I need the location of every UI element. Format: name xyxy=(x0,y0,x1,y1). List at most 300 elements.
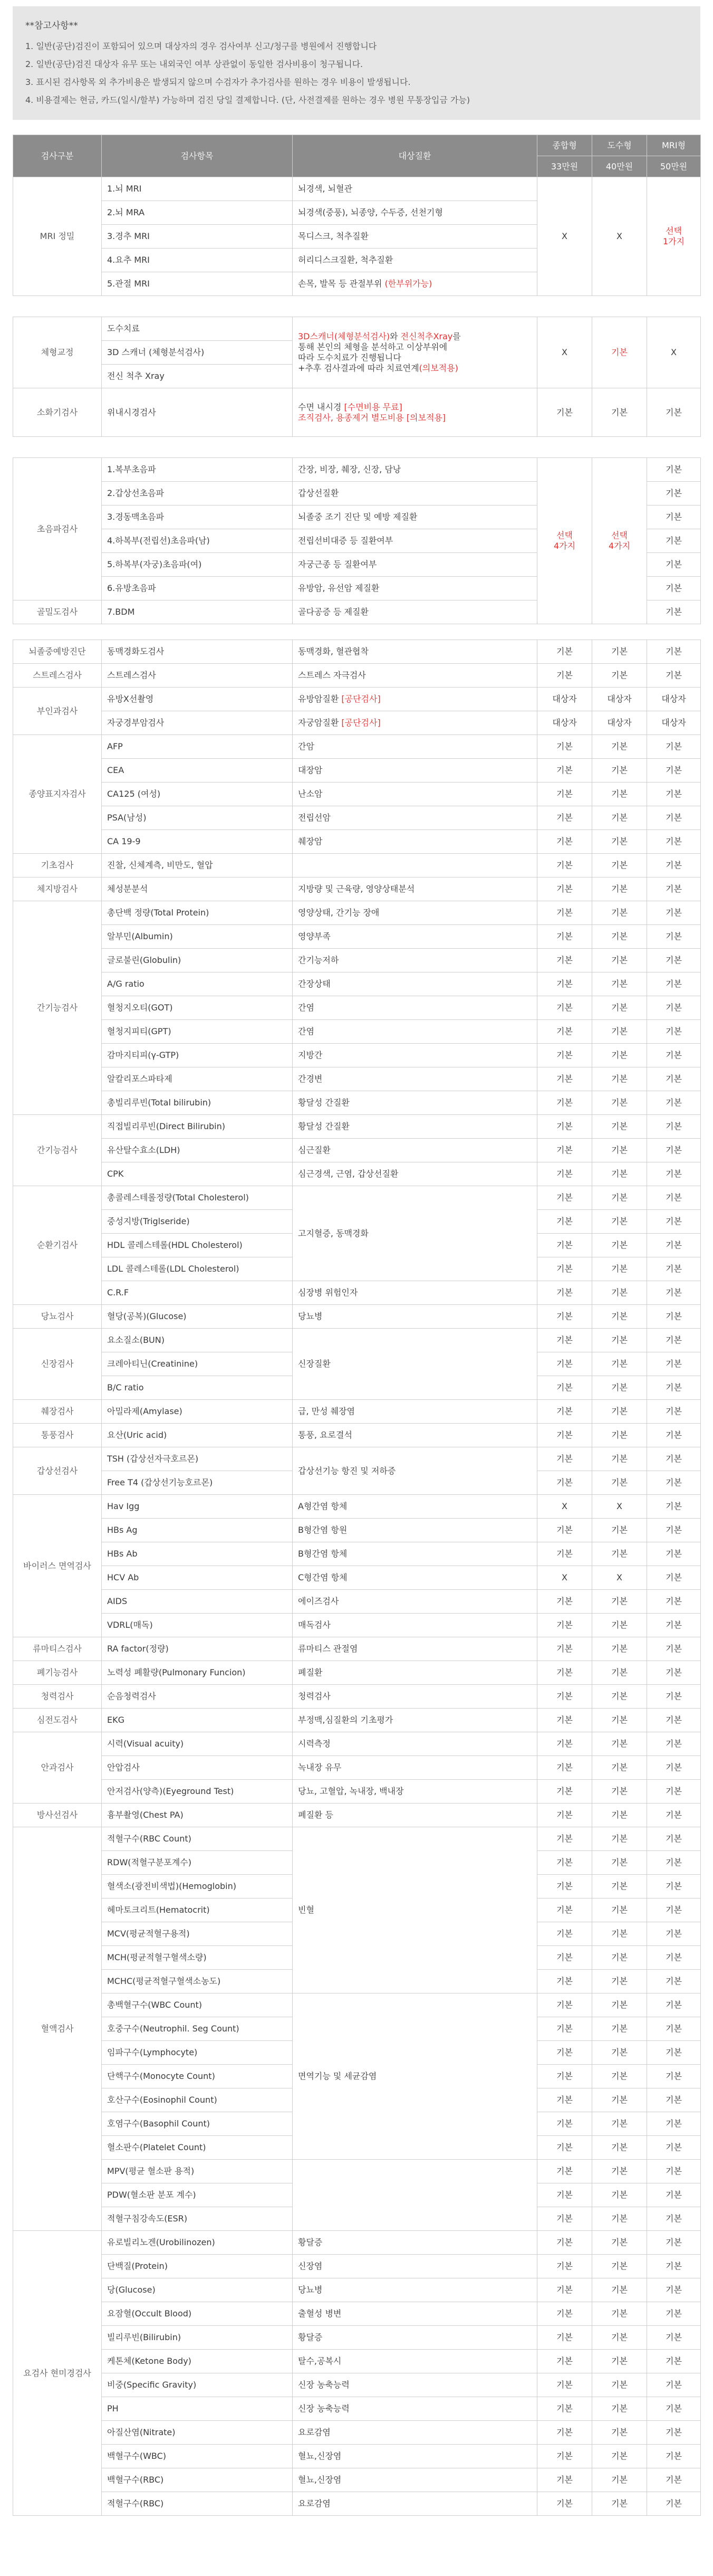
value-cell: 기본 xyxy=(592,1447,647,1471)
disease-cell xyxy=(293,1732,537,1756)
value-cell: 기본 xyxy=(537,2373,592,2397)
item-cell: 단핵구수(Monocyte Count) xyxy=(102,2065,293,2088)
value-cell: 기본 xyxy=(537,1044,592,1067)
value-cell: 기본 xyxy=(537,1590,592,1614)
item-cell: 총빌리루빈(Total bilirubin) xyxy=(102,1091,293,1115)
table-row xyxy=(13,1447,701,1471)
disease-cell xyxy=(293,2468,537,2492)
value-cell: 기본 xyxy=(647,1186,701,1210)
value-cell: 기본 xyxy=(592,1709,647,1732)
disease-cell xyxy=(293,2278,537,2302)
table-row xyxy=(13,1827,701,1851)
value-cell: 기본 xyxy=(592,1067,647,1091)
value-cell: 기본 xyxy=(537,1281,592,1305)
value-cell: 기본 xyxy=(592,2183,647,2207)
value-cell: 기본 xyxy=(647,2160,701,2183)
disease-cell xyxy=(293,2302,537,2326)
value-cell: 기본 xyxy=(537,972,592,996)
value-cell: 기본 xyxy=(647,1329,701,1352)
item-cell: 단백질(Protein) xyxy=(102,2255,293,2278)
item-cell: MCH(평균적혈구혈색소량) xyxy=(102,1946,293,1970)
disease-cell: 뇌경색(중풍), 뇌종양, 수두증, 선천기형 xyxy=(293,201,537,225)
value-cell: 기본 xyxy=(647,972,701,996)
value-cell: 기본 xyxy=(537,1946,592,1970)
category-cell: 당뇨검사 xyxy=(13,1305,102,1329)
value-cell: 기본 xyxy=(647,2041,701,2065)
item-cell: AFP xyxy=(102,735,293,759)
item-cell: 7.BDM xyxy=(102,600,293,624)
value-cell: 기본 xyxy=(537,1162,592,1186)
table-row xyxy=(13,1637,701,1661)
value-cell: 기본 xyxy=(592,664,647,688)
disease-cell xyxy=(293,1139,537,1162)
value-cell: 기본 xyxy=(647,2373,701,2397)
disease-cell: 뇌경색, 뇌혈관 xyxy=(293,177,537,201)
value-cell: 기본 xyxy=(647,901,701,925)
item-cell: LDL 콜레스테롤(LDL Cholesterol) xyxy=(102,1257,293,1281)
disease-text: 지방량 및 근육량, 영양상태분석 xyxy=(298,884,415,894)
category-cell: 갑상선검사 xyxy=(13,1447,102,1495)
value-cell: 기본 xyxy=(537,735,592,759)
table-row xyxy=(13,1424,701,1447)
value-cell: 기본 xyxy=(537,996,592,1020)
disease-note: [공단검사] xyxy=(341,718,381,728)
desc-text: 따라 도수치료가 진행됩니다 xyxy=(298,352,401,362)
item-cell: 비중(Specific Gravity) xyxy=(102,2373,293,2397)
item-cell: PDW(혈소판 분포 계수) xyxy=(102,2183,293,2207)
category-cell: 간기능검사 xyxy=(13,901,102,1115)
value-cell: 기본 xyxy=(647,640,701,664)
value-cell: 기본 xyxy=(647,1305,701,1329)
table-row xyxy=(13,901,701,925)
item-cell: PH xyxy=(102,2397,293,2421)
value-cell: 기본 xyxy=(537,1685,592,1709)
disease-text: 황달성 간질환 xyxy=(298,1098,350,1108)
value-cell: 기본 xyxy=(647,2421,701,2445)
value-cell: 기본 xyxy=(592,1020,647,1044)
table-row xyxy=(13,1305,701,1329)
value-cell: 기본 xyxy=(537,1827,592,1851)
value-cell: 기본 xyxy=(592,2278,647,2302)
disease-text: 혈뇨,신장염 xyxy=(298,2475,342,2485)
category-cell: 스트레스검사 xyxy=(13,664,102,688)
value-cell: 기본 xyxy=(537,1329,592,1352)
value-cell: 기본 xyxy=(537,1067,592,1091)
value-cell: 기본 xyxy=(592,2492,647,2516)
value-cell: 기본 xyxy=(592,1875,647,1898)
disease-cell xyxy=(293,806,537,830)
table-row xyxy=(13,759,701,783)
category-cell: 방사선검사 xyxy=(13,1804,102,1827)
table-row xyxy=(13,2373,701,2397)
value-cell: 기본 xyxy=(592,388,647,437)
value-cell: 기본 xyxy=(592,2302,647,2326)
value-cell: 기본 xyxy=(592,1424,647,1447)
disease-text: 간염 xyxy=(298,1003,314,1013)
item-cell: 위내시경검사 xyxy=(102,388,293,437)
value-cell: 기본 xyxy=(647,1424,701,1447)
disease-text: 췌장암 xyxy=(298,836,323,846)
table-row xyxy=(13,2421,701,2445)
category-cell: 부인과검사 xyxy=(13,688,102,735)
disease-text: 신장염 xyxy=(298,2261,323,2271)
disease-text: 갑상선기능 항진 및 저하증 xyxy=(298,1465,396,1476)
item-cell: 유산탈수효소(LDH) xyxy=(102,1139,293,1162)
item-cell: RDW(적혈구분포계수) xyxy=(102,1851,293,1875)
value-cell: 기본 xyxy=(537,1732,592,1756)
disease-text: 영양상태, 간기능 장애 xyxy=(298,908,380,918)
value-cell: 기본 xyxy=(592,1590,647,1614)
value-cell: 기본 xyxy=(647,1590,701,1614)
value-cell: 기본 xyxy=(537,1661,592,1685)
value-cell: 기본 xyxy=(647,1400,701,1424)
item-cell: 흉부촬영(Chest PA) xyxy=(102,1804,293,1827)
value-cell: 기본 xyxy=(647,2397,701,2421)
disease-cell xyxy=(293,2350,537,2373)
value-cell: 기본 xyxy=(537,2160,592,2183)
value-cell: 기본 xyxy=(592,1637,647,1661)
value-cell: 기본 xyxy=(647,600,701,624)
value-cell: 기본 xyxy=(647,1756,701,1780)
value-cell: 기본 xyxy=(647,2326,701,2350)
disease-text: 면역기능 및 세균감염 xyxy=(298,2071,377,2081)
disease-text: 당뇨병 xyxy=(298,2285,323,2295)
item-cell: 당(Glucose) xyxy=(102,2278,293,2302)
disease-cell xyxy=(293,1115,537,1139)
notes-box xyxy=(13,6,700,120)
item-cell: MPV(평균 혈소판 용적) xyxy=(102,2160,293,2183)
value-cell: 기본 xyxy=(592,1946,647,1970)
value-cell: 기본 xyxy=(592,1614,647,1637)
category-cell: 초음파검사 xyxy=(13,458,102,600)
item-cell: 글로불린(Globulin) xyxy=(102,949,293,972)
table-header-row xyxy=(13,135,701,156)
header-plan-manual: 도수형 xyxy=(592,135,647,156)
disease-cell xyxy=(293,783,537,806)
value-cell: 기본 xyxy=(592,2231,647,2255)
disease-cell: 목디스크, 척추질환 xyxy=(293,225,537,249)
table-body xyxy=(13,640,701,2516)
item-cell: CEA xyxy=(102,759,293,783)
disease-cell: 뇌졸중 조기 진단 및 예방 제질환 xyxy=(293,505,537,529)
table-row xyxy=(13,1542,701,1566)
value-cell: 기본 xyxy=(537,2302,592,2326)
disease-cell xyxy=(293,996,537,1020)
disease-text: 매독검사 xyxy=(298,1620,331,1630)
value-cell: 기본 xyxy=(537,1257,592,1281)
value-cell: 기본 xyxy=(647,877,701,901)
value-cell: 기본 xyxy=(537,1780,592,1804)
value-cell: X xyxy=(592,177,647,296)
value-cell: 기본 xyxy=(537,2183,592,2207)
disease-cell xyxy=(293,1993,537,2160)
item-cell: CPK xyxy=(102,1162,293,1186)
disease-cell xyxy=(293,1447,537,1495)
value-cell: 기본 xyxy=(537,1447,592,1471)
disease-text: 심근경색, 근염, 갑상선질환 xyxy=(298,1169,399,1179)
value-cell: 대상자 xyxy=(537,688,592,711)
table-row xyxy=(13,830,701,854)
value-cell: 기본 xyxy=(647,2278,701,2302)
table-row xyxy=(13,317,701,341)
category-cell: 청력검사 xyxy=(13,1685,102,1709)
disease-cell xyxy=(293,2397,537,2421)
value-cell: 기본 xyxy=(647,1922,701,1946)
item-cell: 4.하복부(전립선)초음파(남) xyxy=(102,529,293,553)
category-cell: 안과검사 xyxy=(13,1732,102,1804)
disease-cell xyxy=(293,317,537,388)
value-cell: 기본 xyxy=(592,1922,647,1946)
disease-text: 손목, 발목 등 관절부위 xyxy=(298,279,385,289)
item-cell: 임파구수(Lymphocyte) xyxy=(102,2041,293,2065)
value-cell: 기본 xyxy=(647,2255,701,2278)
disease-cell xyxy=(293,1519,537,1542)
disease-cell: 자궁근종 등 질환여부 xyxy=(293,553,537,577)
value-cell: 기본 xyxy=(592,2421,647,2445)
value-cell: 기본 xyxy=(647,2492,701,2516)
value-cell: 기본 xyxy=(592,1305,647,1329)
disease-text: 당뇨, 고혈압, 녹내장, 백내장 xyxy=(298,1786,404,1796)
choice-count: 4가지 xyxy=(608,541,631,551)
value-cell: 기본 xyxy=(592,806,647,830)
table-row xyxy=(13,1732,701,1756)
value-cell: 기본 xyxy=(647,2065,701,2088)
value-cell: 기본 xyxy=(647,925,701,949)
disease-cell xyxy=(293,1020,537,1044)
value-cell: 기본 xyxy=(537,2278,592,2302)
disease-text: 난소암 xyxy=(298,789,323,799)
disease-cell xyxy=(293,972,537,996)
item-cell: 스트레스검사 xyxy=(102,664,293,688)
header-disease: 대상질환 xyxy=(293,135,537,177)
choice-text: 선택 xyxy=(611,530,628,540)
value-cell: 기본 xyxy=(647,2017,701,2041)
value-cell: 기본 xyxy=(647,854,701,877)
header-price-basic: 33만원 xyxy=(537,156,592,177)
disease-cell xyxy=(293,901,537,925)
value-cell: 기본 xyxy=(647,1875,701,1898)
disease-note: [수면비용 무료] xyxy=(344,402,402,412)
value-cell: 기본 xyxy=(537,1471,592,1495)
value-cell: 기본 xyxy=(592,1210,647,1234)
table-row xyxy=(13,2278,701,2302)
item-cell: HBs Ab xyxy=(102,1542,293,1566)
item-cell: MCHC(평균적혈구혈색소농도) xyxy=(102,1970,293,1993)
disease-text: 황달증 xyxy=(298,2332,323,2342)
value-cell: 기본 xyxy=(647,1661,701,1685)
disease-text: 스트레스 자극검사 xyxy=(298,670,366,680)
note-item: 3. 표시된 검사항목 외 추가비용은 발생되지 않으며 수검자가 추가검사를 원하는 경우 비용이 발생됩니다. xyxy=(25,77,411,87)
value-cell: 기본 xyxy=(647,664,701,688)
value-cell: 기본 xyxy=(647,1993,701,2017)
disease-cell xyxy=(293,1756,537,1780)
value-cell: 기본 xyxy=(537,1352,592,1376)
value-cell: 기본 xyxy=(592,2373,647,2397)
value-cell: 기본 xyxy=(647,2231,701,2255)
disease-cell: 유방암, 유선암 제질환 xyxy=(293,577,537,600)
value-cell: 기본 xyxy=(647,830,701,854)
value-cell: 기본 xyxy=(592,877,647,901)
table-row xyxy=(13,1139,701,1162)
item-cell: 혈소판수(Platelet Count) xyxy=(102,2136,293,2160)
table-row xyxy=(13,688,701,711)
value-cell: 기본 xyxy=(537,1542,592,1566)
value-cell: 기본 xyxy=(592,735,647,759)
value-cell: 기본 xyxy=(537,1115,592,1139)
disease-text: 녹내장 유무 xyxy=(298,1762,342,1772)
item-cell: 시력(Visual acuity) xyxy=(102,1732,293,1756)
value-cell: 기본 xyxy=(592,2255,647,2278)
item-cell: C.R.F xyxy=(102,1281,293,1305)
disease-text: 통풍, 요로결석 xyxy=(298,1430,352,1440)
disease-text: 간장상태 xyxy=(298,979,331,989)
value-cell: 기본 xyxy=(647,1210,701,1234)
category-cell: 기초검사 xyxy=(13,854,102,877)
value-cell: 기본 xyxy=(647,783,701,806)
value-cell: 기본 xyxy=(647,1970,701,1993)
value-cell: 기본 xyxy=(647,2136,701,2160)
value-cell: 기본 xyxy=(592,2207,647,2231)
value-cell: 기본 xyxy=(647,1780,701,1804)
value-cell: 기본 xyxy=(647,2302,701,2326)
disease-cell xyxy=(293,1305,537,1329)
choice-cell xyxy=(537,458,592,624)
value-cell: 기본 xyxy=(592,1091,647,1115)
checkup-table xyxy=(13,135,701,2516)
value-cell: 기본 xyxy=(537,1400,592,1424)
value-cell: 기본 xyxy=(647,458,701,482)
value-cell: 기본 xyxy=(647,1614,701,1637)
value-cell: 기본 xyxy=(647,2112,701,2136)
value-cell: 기본 xyxy=(537,1186,592,1210)
table-row xyxy=(13,2350,701,2373)
item-cell: 요소질소(BUN) xyxy=(102,1329,293,1352)
value-cell: 기본 xyxy=(647,2350,701,2373)
disease-text: 대장암 xyxy=(298,765,323,775)
item-cell: 혈당(공복)(Glucose) xyxy=(102,1305,293,1329)
table-row xyxy=(13,1614,701,1637)
value-cell: 기본 xyxy=(647,1139,701,1162)
category-cell: 뇌졸중예방진단 xyxy=(13,640,102,664)
table-row xyxy=(13,1020,701,1044)
item-cell: MCV(평균적혈구용적) xyxy=(102,1922,293,1946)
disease-cell: 갑상선질환 xyxy=(293,482,537,505)
disease-cell xyxy=(293,1590,537,1614)
disease-cell xyxy=(293,711,537,735)
item-cell: Free T4 (갑상선기능호르몬) xyxy=(102,1471,293,1495)
item-cell: 도수치료 xyxy=(102,317,293,341)
disease-text: 출혈성 병변 xyxy=(298,2308,342,2319)
item-cell: 백혈구수(WBC) xyxy=(102,2445,293,2468)
table-row xyxy=(13,1661,701,1685)
category-cell: 바이러스 면역검사 xyxy=(13,1495,102,1637)
value-cell: 기본 xyxy=(592,1804,647,1827)
table-row xyxy=(13,1685,701,1709)
value-cell: 대상자 xyxy=(592,711,647,735)
disease-cell xyxy=(293,1709,537,1732)
value-cell: 기본 xyxy=(592,1519,647,1542)
value-cell: 기본 xyxy=(537,2088,592,2112)
table-row xyxy=(13,1566,701,1590)
disease-cell: 간장, 비장, 췌장, 신장, 담낭 xyxy=(293,458,537,482)
value-cell: 기본 xyxy=(592,1139,647,1162)
value-cell: 기본 xyxy=(592,2017,647,2041)
category-cell: 체지방검사 xyxy=(13,877,102,901)
value-cell: 기본 xyxy=(537,1519,592,1542)
desc-highlight: (의보적용) xyxy=(419,363,458,373)
desc-highlight: 전신척추Xray xyxy=(400,331,453,341)
value-cell: 기본 xyxy=(537,1376,592,1400)
value-cell: 기본 xyxy=(592,2112,647,2136)
value-cell: 기본 xyxy=(647,1946,701,1970)
table-row xyxy=(13,854,701,877)
table-row xyxy=(13,2326,701,2350)
value-cell: 기본 xyxy=(647,2183,701,2207)
table-row xyxy=(13,640,701,664)
table-row xyxy=(13,1186,701,1210)
value-cell: X xyxy=(647,317,701,388)
category-cell: 골밀도검사 xyxy=(13,600,102,624)
value-cell: 기본 xyxy=(537,1637,592,1661)
value-cell: 기본 xyxy=(647,1352,701,1376)
value-cell: 기본 xyxy=(592,759,647,783)
value-cell: 기본 xyxy=(647,1447,701,1471)
value-cell: 기본 xyxy=(537,949,592,972)
value-cell: 기본 xyxy=(647,529,701,553)
value-cell: 기본 xyxy=(592,972,647,996)
disease-cell xyxy=(293,2445,537,2468)
disease-cell xyxy=(293,759,537,783)
disease-cell xyxy=(293,664,537,688)
disease-text: 혈뇨,신장염 xyxy=(298,2451,342,2461)
category-cell: 체형교정 xyxy=(13,317,102,388)
item-cell: 적혈구수(RBC Count) xyxy=(102,1827,293,1851)
table-row xyxy=(13,458,701,482)
value-cell: 기본 xyxy=(537,1709,592,1732)
disease-text: 신장 농축능력 xyxy=(298,2380,350,2390)
category-cell: MRI 정밀 xyxy=(13,177,102,296)
choice-text: 선택 xyxy=(556,530,573,540)
value-cell: 기본 xyxy=(592,1685,647,1709)
value-cell: 기본 xyxy=(537,1922,592,1946)
value-cell: 기본 xyxy=(647,1637,701,1661)
item-cell: 적혈구침강속도(ESR) xyxy=(102,2207,293,2231)
table-row xyxy=(13,1067,701,1091)
notes-title: **참고사항** xyxy=(25,21,78,31)
value-cell: 기본 xyxy=(592,1827,647,1851)
header-plan-mri: MRI형 xyxy=(647,135,701,156)
value-cell: 기본 xyxy=(537,759,592,783)
table-row xyxy=(13,2445,701,2468)
disease-cell xyxy=(293,1542,537,1566)
disease-text: 시력측정 xyxy=(298,1739,331,1749)
category-cell: 혈액검사 xyxy=(13,1827,102,2231)
note-item: 1. 일반(공단)검진이 포함되어 있으며 대상자의 경우 검사여부 신고/청구를 병원에서 진행합니다 xyxy=(25,41,377,51)
item-cell: 진찰, 신체계측, 비만도, 혈압 xyxy=(102,854,293,877)
disease-cell xyxy=(293,388,537,437)
table-row xyxy=(13,388,701,437)
disease-cell xyxy=(293,2326,537,2350)
disease-note: 조직검사, 용종제거 별도비용 [의보적용] xyxy=(298,412,446,423)
disease-text: 당뇨병 xyxy=(298,1311,323,1321)
value-cell: 기본 xyxy=(537,664,592,688)
item-cell: 백혈구수(RBC) xyxy=(102,2468,293,2492)
table-row xyxy=(13,1091,701,1115)
value-cell: 기본 xyxy=(592,854,647,877)
disease-cell xyxy=(293,1780,537,1804)
disease-cell xyxy=(293,1162,537,1186)
disease-cell: 전립선비대증 등 질환여부 xyxy=(293,529,537,553)
